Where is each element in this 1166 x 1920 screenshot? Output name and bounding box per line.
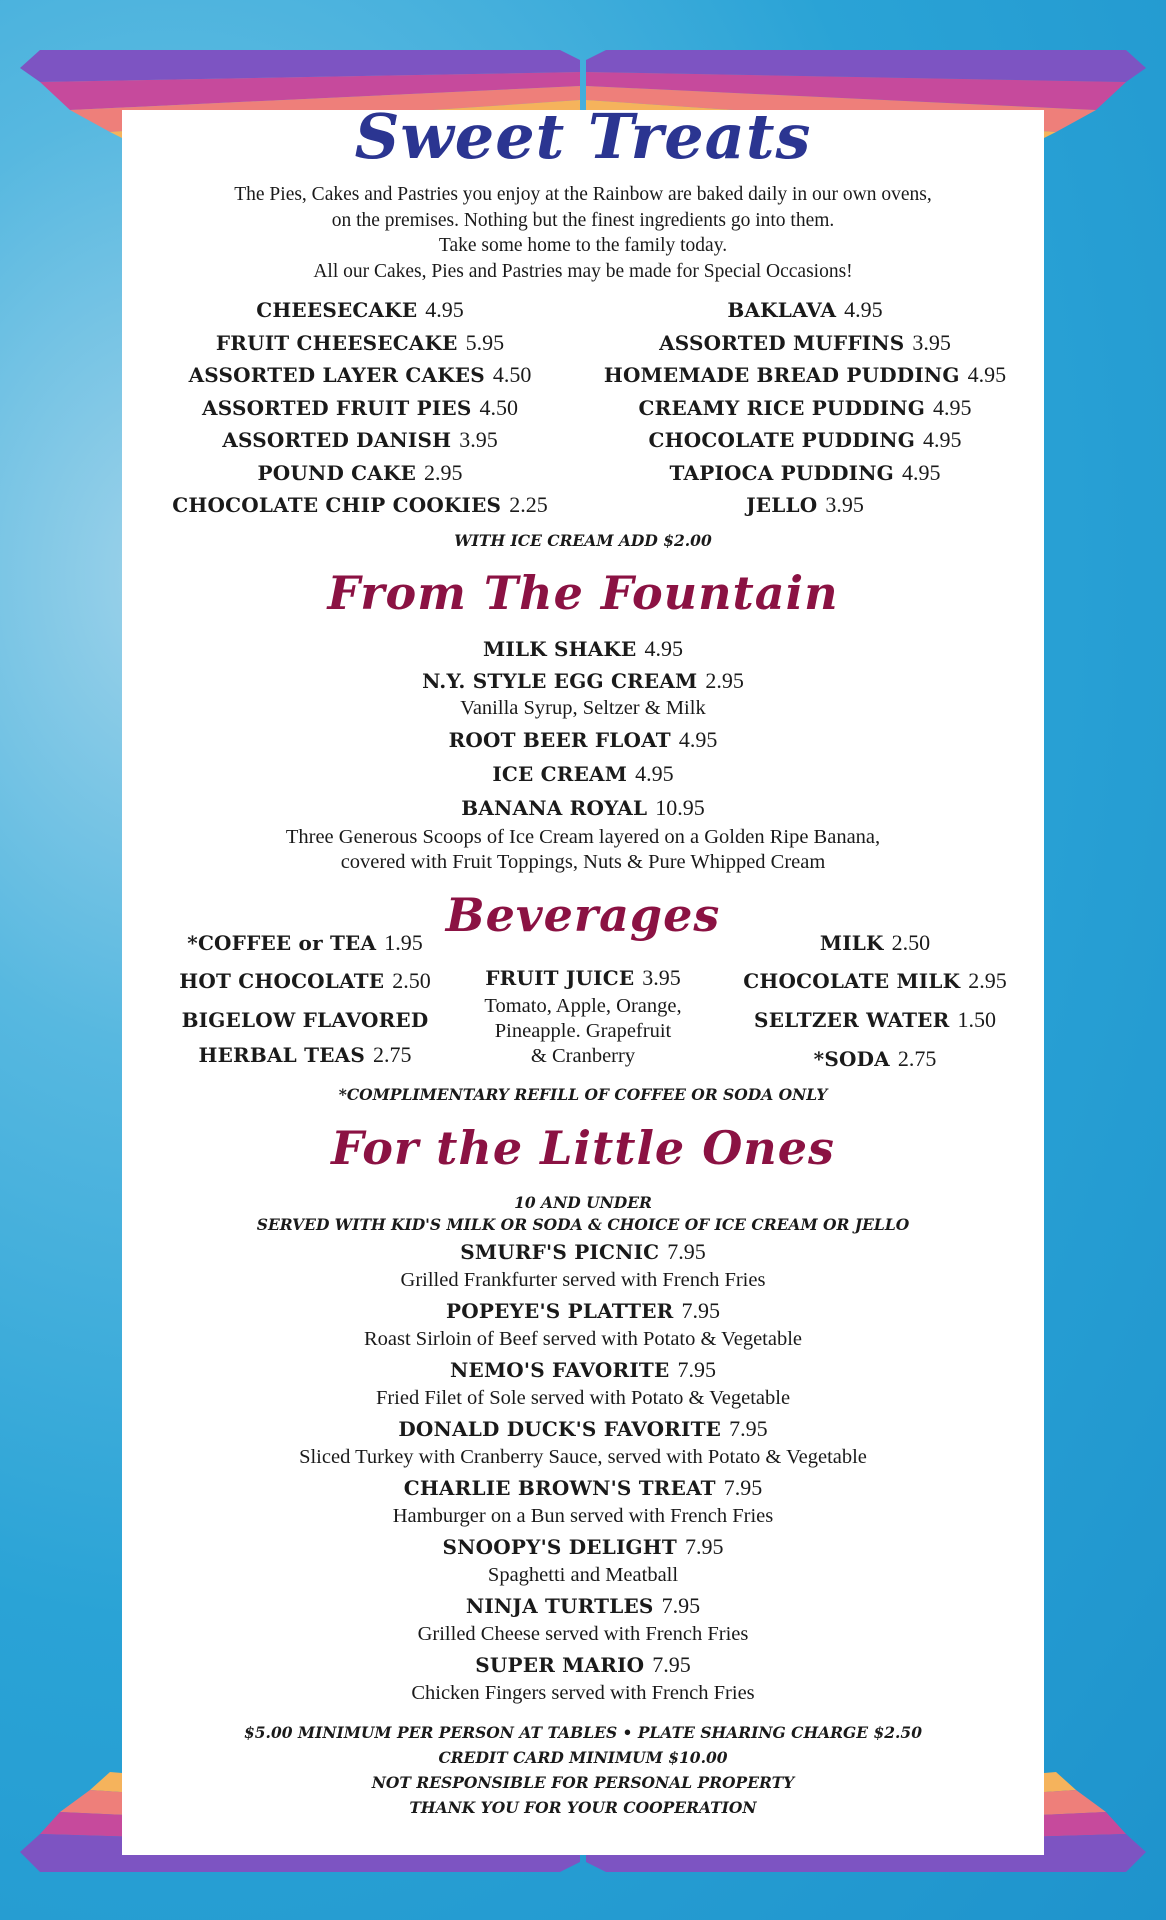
item-description: Chicken Fingers served with French Fries <box>411 1682 755 1704</box>
item-price: 7.95 <box>723 1475 763 1500</box>
footer-line: NOT RESPONSIBLE FOR PERSONAL PROPERTY <box>371 1773 795 1792</box>
menu-item <box>150 294 570 327</box>
item-price: 2.95 <box>705 668 744 693</box>
ice-cream-note: WITH ICE CREAM ADD $2.00 <box>454 531 712 550</box>
item-name: POPEYE'S PLATTER <box>446 1299 674 1323</box>
kids-menu-item <box>0 1295 1166 1354</box>
item-price: 2.75 <box>897 1046 937 1071</box>
item-description: Spaghetti and Meatball <box>487 1564 679 1586</box>
menu-item <box>150 327 570 360</box>
item-name: CHARLIE BROWN'S TREAT <box>403 1476 716 1500</box>
item-price: 2.50 <box>392 968 431 993</box>
menu-item <box>140 1038 470 1072</box>
item-price: 4.95 <box>932 394 972 420</box>
item-description: Fried Filet of Sole served with Potato & Vegetable <box>375 1387 791 1409</box>
menu-item <box>0 757 1166 791</box>
menu-item <box>715 1038 1035 1080</box>
item-description: Three Generous Scoops of Ice Cream layered on a Golden Ripe Banana, <box>285 826 881 848</box>
item-price: 3.95 <box>642 965 681 990</box>
little-ones-title: For the Little Ones <box>331 1121 835 1175</box>
intro-line: The Pies, Cakes and Pastries you enjoy at the Rainbow are baked daily in our own ovens, <box>234 184 932 205</box>
item-price: 4.95 <box>901 459 941 485</box>
item-name: ASSORTED MUFFINS <box>659 330 905 355</box>
intro-line: on the premises. Nothing but the finest ingredients go into them. <box>331 209 835 231</box>
item-name: SELTZER WATER <box>754 1008 950 1032</box>
kids-menu-item <box>0 1354 1166 1413</box>
item-name: MILK SHAKE <box>483 637 637 661</box>
menu-item <box>580 392 1030 425</box>
item-name: CHOCOLATE MILK <box>743 969 961 993</box>
menu-item <box>580 327 1030 360</box>
menu-item <box>580 489 1030 522</box>
beverages-title: Beverages <box>445 888 721 942</box>
item-name: SUPER MARIO <box>475 1653 645 1677</box>
menu-item <box>150 457 570 490</box>
item-name: CHOCOLATE CHIP COOKIES <box>172 493 502 517</box>
item-name: JELLO <box>746 493 818 517</box>
item-price: 4.50 <box>479 394 518 420</box>
kids-menu-item <box>0 1413 1166 1472</box>
item-name: NINJA TURTLES <box>465 1594 654 1618</box>
item-description: & Cranberry <box>530 1045 636 1067</box>
item-description: Sliced Turkey with Cranberry Sauce, served with Potato & Vegetable <box>299 1446 867 1468</box>
item-price: 2.95 <box>968 968 1007 993</box>
sweet-treats-left-column <box>150 294 570 522</box>
kids-menu-item <box>0 1531 1166 1590</box>
item-name: BAKLAVA <box>727 298 837 322</box>
refill-note: *COMPLIMENTARY REFILL OF COFFEE OR SODA ONLY <box>338 1085 828 1104</box>
beverages-left-column <box>140 926 470 1072</box>
item-name: ASSORTED DANISH <box>222 428 452 452</box>
item-name: *SODA <box>813 1047 890 1071</box>
item-price: 7.95 <box>677 1357 716 1382</box>
item-price: 7.95 <box>667 1239 706 1264</box>
item-price: 2.50 <box>891 930 931 955</box>
item-price: 7.95 <box>684 1534 724 1559</box>
age-note: 10 AND UNDER <box>514 1193 652 1212</box>
item-description: covered with Fruit Toppings, Nuts & Pure Whipped Cream <box>340 851 826 873</box>
menu-item <box>150 424 570 457</box>
item-name: BIGELOW FLAVORED <box>181 1008 429 1032</box>
kids-items <box>0 1236 1166 1708</box>
item-name: ROOT BEER FLOAT <box>448 728 671 752</box>
item-name: CHEESECAKE <box>256 298 418 322</box>
beverages-right-column <box>715 926 1035 1080</box>
item-price: 3.95 <box>459 427 498 452</box>
item-name: HOT CHOCOLATE <box>179 969 385 993</box>
item-price: 4.95 <box>635 761 674 786</box>
item-description: Roast Sirloin of Beef served with Potato & Vegetable <box>363 1328 803 1350</box>
item-name: BANANA ROYAL <box>461 796 648 820</box>
item-name: FRUIT CHEESECAKE <box>215 330 458 355</box>
item-description: Tomato, Apple, Orange, <box>484 995 682 1017</box>
menu-item <box>140 926 470 960</box>
menu-item <box>150 359 570 392</box>
item-description: Vanilla Syrup, Seltzer & Milk <box>460 697 706 719</box>
menu-item <box>715 1002 1035 1038</box>
menu-item <box>580 457 1030 490</box>
item-price: 10.95 <box>655 795 705 820</box>
footer-line: $5.00 MINIMUM PER PERSON AT TABLES • PLATE SHARING CHARGE $2.50 <box>243 1723 923 1742</box>
menu-item <box>715 960 1035 1002</box>
sweet-treats-title: Sweet Treats <box>354 100 812 173</box>
item-price: 1.50 <box>957 1007 996 1032</box>
item-description: Grilled Frankfurter served with French Fries <box>400 1269 766 1291</box>
kids-menu-item <box>0 1649 1166 1708</box>
item-name: SNOOPY'S DELIGHT <box>442 1535 677 1559</box>
item-price: 2.25 <box>509 492 548 517</box>
kids-served-note: SERVED WITH KID'S MILK OR SODA & CHOICE OF ICE CREAM OR JELLO <box>256 1215 910 1234</box>
item-name: ASSORTED FRUIT PIES <box>202 395 472 420</box>
item-price: 7.95 <box>661 1593 701 1618</box>
item-price: 2.75 <box>373 1042 412 1067</box>
menu-item <box>140 960 470 1002</box>
footer-line: THANK YOU FOR YOUR COOPERATION <box>409 1798 757 1817</box>
item-price: 7.95 <box>681 1298 720 1323</box>
menu-item <box>150 392 570 425</box>
item-name: CREAMY RICE PUDDING <box>638 395 925 420</box>
item-name: *COFFEE or TEA <box>187 931 377 955</box>
item-price: 4.95 <box>425 297 464 322</box>
menu-item <box>580 424 1030 457</box>
menu-item <box>0 666 1166 696</box>
menu-item <box>440 962 726 994</box>
item-price: 4.95 <box>644 636 683 661</box>
fountain-title: From The Fountain <box>327 566 839 620</box>
item-price: 1.95 <box>384 930 423 955</box>
item-price: 4.95 <box>844 297 883 322</box>
sweet-treats-right-column <box>580 294 1030 522</box>
beverages-center-column <box>440 962 726 1069</box>
item-price: 3.95 <box>912 329 951 355</box>
intro-line: Take some home to the family today. <box>438 235 728 256</box>
kids-menu-item <box>0 1236 1166 1295</box>
item-description: Pineapple. Grapefruit <box>494 1020 672 1042</box>
item-price: 4.50 <box>492 362 532 387</box>
menu-item <box>0 632 1166 666</box>
menu-item <box>715 926 1035 960</box>
menu-item <box>580 294 1030 327</box>
intro-line: All our Cakes, Pies and Pastries may be made for Special Occasions! <box>313 260 853 282</box>
item-name: HOMEMADE BREAD PUDDING <box>603 363 960 387</box>
item-name: N.Y. STYLE EGG CREAM <box>422 669 698 693</box>
menu-item <box>580 359 1030 392</box>
item-price: 7.95 <box>652 1652 691 1677</box>
kids-menu-item <box>0 1472 1166 1531</box>
kids-menu-item <box>0 1590 1166 1649</box>
item-name: DONALD DUCK'S FAVORITE <box>398 1417 722 1441</box>
menu-item <box>150 489 570 522</box>
item-price: 7.95 <box>729 1416 768 1441</box>
menu-item <box>0 791 1166 825</box>
item-description: Grilled Cheese served with French Fries <box>417 1623 749 1645</box>
item-name: ASSORTED LAYER CAKES <box>188 363 485 387</box>
item-name: SMURF'S PICNIC <box>460 1240 660 1264</box>
footer-line: CREDIT CARD MINIMUM $10.00 <box>438 1748 728 1767</box>
item-name: HERBAL TEAS <box>198 1043 365 1067</box>
fountain-items <box>0 632 1166 875</box>
item-name: MILK <box>819 931 884 955</box>
item-name: CHOCOLATE PUDDING <box>648 428 915 452</box>
item-name: TAPIOCA PUDDING <box>669 460 894 485</box>
item-price: 4.95 <box>967 362 1007 387</box>
item-name: ICE CREAM <box>492 762 628 786</box>
item-price: 3.95 <box>825 492 864 517</box>
item-price: 4.95 <box>922 427 962 452</box>
item-name: FRUIT JUICE <box>485 966 635 990</box>
menu-item <box>0 723 1166 757</box>
item-price: 2.95 <box>424 459 463 485</box>
item-name: NEMO'S FAVORITE <box>450 1358 670 1382</box>
item-price: 4.95 <box>678 727 718 752</box>
item-price: 5.95 <box>465 329 505 355</box>
menu-item <box>140 1002 470 1038</box>
item-name: POUND CAKE <box>257 460 417 485</box>
item-description: Hamburger on a Bun served with French Fries <box>392 1505 774 1527</box>
sweet-treats-intro <box>130 182 1036 284</box>
